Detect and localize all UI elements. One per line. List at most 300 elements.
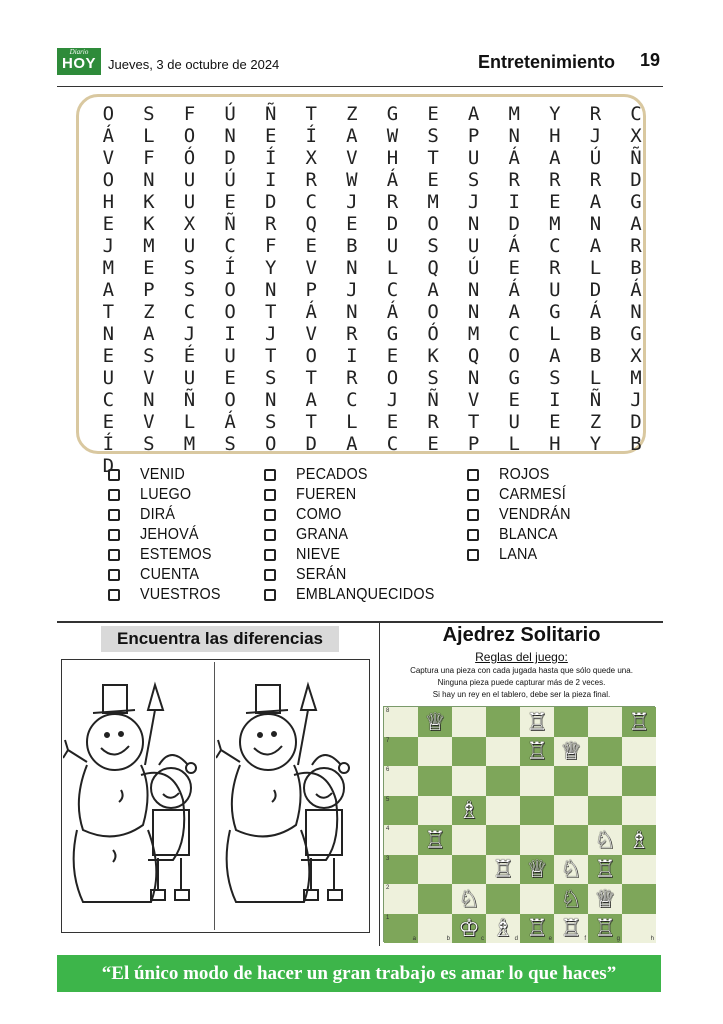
white-rook-icon: ♖	[560, 914, 582, 943]
rank-label: 8	[386, 708, 390, 714]
word-list-item	[467, 485, 579, 505]
word-search-letter: C	[386, 433, 399, 455]
word-search-letter: O	[183, 125, 196, 147]
word-search-letter: M	[549, 213, 561, 235]
word-search-letter: L	[549, 323, 561, 345]
white-knight-icon: ♘	[458, 884, 480, 913]
word-search-letter: R	[549, 257, 561, 279]
word-search-letter: Q	[427, 257, 439, 279]
word-search-letter: E	[549, 411, 561, 433]
word-search-letter: N	[143, 169, 155, 191]
chess-square-c7	[452, 737, 486, 767]
chess-square-d5	[486, 796, 520, 826]
word-search-letter: F	[143, 147, 155, 169]
chess-square-f2	[554, 884, 588, 914]
word-list-label: JEHOVÁ	[140, 526, 199, 543]
chess-square-h8	[622, 707, 656, 737]
word-search-letter: A	[630, 213, 642, 235]
word-search-letter: U	[508, 411, 520, 433]
checkbox-icon	[467, 469, 479, 481]
word-search-letter: Q	[305, 213, 317, 235]
word-search-letter: C	[305, 191, 317, 213]
word-search-letter: Ú	[224, 103, 236, 125]
word-search-letter: U	[183, 367, 196, 389]
word-list-label: LUEGO	[140, 486, 192, 503]
word-search-letter: A	[305, 389, 317, 411]
word-list-label: SERÁN	[296, 566, 347, 583]
word-search-letter: E	[427, 103, 439, 125]
word-search-letter: O	[508, 345, 520, 367]
word-search-letter: M	[467, 323, 480, 345]
word-search-letter: V	[305, 323, 317, 345]
word-search-letter: Á	[102, 125, 115, 147]
snowman-illustration-right	[216, 670, 366, 910]
chess-board	[383, 706, 655, 942]
word-search-letter: A	[589, 191, 602, 213]
word-search-letter: U	[183, 191, 196, 213]
chess-square-d7	[486, 737, 520, 767]
word-search-letter: M	[427, 191, 439, 213]
word-search-letter: Á	[589, 301, 602, 323]
word-search-letter: N	[143, 389, 155, 411]
white-knight-icon: ♘	[594, 825, 616, 854]
chess-square-b1	[418, 914, 452, 944]
word-search-letter: V	[467, 389, 480, 411]
page-number: 19	[640, 50, 661, 70]
rank-label: 5	[386, 796, 390, 803]
word-list-item	[264, 525, 450, 545]
word-search-letter: X	[183, 213, 196, 235]
word-search-letter: G	[630, 323, 642, 345]
white-rook-icon: ♖	[492, 855, 514, 884]
chess-rule-2: Ninguna pieza puede capturar más de 2 veces.	[437, 678, 606, 687]
word-search-letter: Y	[549, 103, 561, 125]
word-search-letter: E	[224, 191, 236, 213]
white-rook-icon: ♖	[526, 737, 548, 766]
word-search-letter: D	[508, 213, 520, 235]
word-search-letter: Ñ	[630, 147, 642, 169]
word-search-letter: V	[102, 147, 115, 169]
word-search-letter: H	[549, 433, 561, 455]
word-search-letter: U	[467, 235, 480, 257]
word-search-letter: Í	[264, 147, 277, 169]
checkbox-icon	[108, 529, 120, 541]
word-search-letter: L	[589, 367, 602, 389]
quote-banner: “El único modo de hacer un gran trabajo es amar lo que haces”	[57, 955, 661, 992]
word-search-letter: Á	[224, 411, 236, 433]
checkbox-icon	[108, 589, 120, 601]
word-search-letter: U	[467, 147, 480, 169]
chess-square-f8	[554, 707, 588, 737]
chess-square-e4	[520, 825, 554, 855]
word-search-letter: Ñ	[224, 213, 236, 235]
word-search-letter: N	[467, 301, 480, 323]
word-search-letter: L	[143, 125, 155, 147]
word-search-letter: T	[305, 367, 317, 389]
white-queen-icon: ♕	[560, 737, 582, 766]
chess-square-h3	[622, 855, 656, 885]
chess-square-d2	[486, 884, 520, 914]
word-search-letter: Y	[264, 257, 277, 279]
word-list-label: BLANCA	[499, 526, 558, 543]
word-search-letter: R	[305, 169, 317, 191]
word-search-letter: O	[427, 301, 439, 323]
chess-square-a6	[384, 766, 418, 796]
word-list-label: ESTEMOS	[140, 546, 212, 563]
word-search-letter: O	[386, 367, 399, 389]
word-search-letter: L	[183, 411, 196, 433]
word-list-column-3	[467, 465, 579, 565]
checkbox-icon	[264, 469, 276, 481]
word-search-letter: I	[264, 169, 277, 191]
word-search-letter: N	[224, 125, 236, 147]
word-search-letter: U	[549, 279, 561, 301]
word-search-letter: T	[305, 103, 317, 125]
word-search-letter: D	[102, 455, 115, 477]
word-search-letter: E	[427, 433, 439, 455]
word-list-label: VENID	[140, 466, 185, 483]
word-search-letter: E	[386, 411, 399, 433]
word-search-letter: E	[508, 257, 520, 279]
chess-square-d4	[486, 825, 520, 855]
word-search-letter: M	[630, 367, 642, 389]
word-search-letter: J	[467, 191, 480, 213]
chess-square-h1	[622, 914, 656, 944]
word-list-label: GRANA	[296, 526, 349, 543]
word-search-letter: R	[264, 213, 277, 235]
chess-square-e2	[520, 884, 554, 914]
word-search-letter: Í	[305, 125, 317, 147]
word-list-item	[264, 505, 450, 525]
word-list-label: DIRÁ	[140, 506, 176, 523]
word-search-letter: F	[183, 103, 196, 125]
chess-square-a1	[384, 914, 418, 944]
file-label: e	[548, 936, 552, 942]
white-bishop-icon: ♗	[628, 825, 650, 854]
chess-square-d8	[486, 707, 520, 737]
word-search-letter: Á	[508, 147, 520, 169]
word-search-letter: M	[508, 103, 520, 125]
chess-square-d1	[486, 914, 520, 944]
chess-rule-1: Captura una pieza con cada jugada hasta que sólo quede una.	[410, 666, 633, 675]
word-search-letter: Í	[224, 257, 236, 279]
word-list-item	[467, 525, 579, 545]
word-search-letter: L	[508, 433, 520, 455]
word-search-letter: N	[346, 301, 358, 323]
word-search-letter: R	[346, 367, 358, 389]
word-search-letter: N	[264, 389, 277, 411]
chess-square-h4	[622, 825, 656, 855]
word-search-letter: Z	[346, 103, 358, 125]
word-search-letter: B	[346, 235, 358, 257]
word-search-letter: D	[630, 169, 642, 191]
word-list-item	[467, 465, 579, 485]
word-search-letter: Á	[508, 279, 520, 301]
word-search-letter: G	[508, 367, 520, 389]
header-divider	[57, 86, 663, 87]
word-search-letter: T	[264, 301, 277, 323]
word-search-letter: N	[264, 279, 277, 301]
checkbox-icon	[108, 549, 120, 561]
word-search-letter: E	[427, 169, 439, 191]
word-search-letter: A	[589, 235, 602, 257]
word-search-letter: A	[549, 147, 561, 169]
chess-rule-3: Si hay un rey en el tablero, debe ser la pieza final.	[432, 690, 611, 699]
word-search-letter: Ú	[589, 147, 602, 169]
word-search-letter: E	[549, 191, 561, 213]
word-search-letter: N	[346, 257, 358, 279]
word-search-letter: T	[467, 411, 480, 433]
word-search-letter: A	[346, 125, 358, 147]
word-search-letter: U	[386, 235, 399, 257]
chess-square-a4	[384, 825, 418, 855]
chess-square-c3	[452, 855, 486, 885]
word-search-letter: C	[183, 301, 196, 323]
word-search-letter: P	[467, 433, 480, 455]
chess-square-c4	[452, 825, 486, 855]
word-search-letter: S	[549, 367, 561, 389]
word-search-letter: Ñ	[183, 389, 196, 411]
chess-square-c6	[452, 766, 486, 796]
word-search-letter: Ñ	[264, 103, 277, 125]
word-search-letter: Ú	[224, 169, 236, 191]
word-list-label: VUESTROS	[140, 586, 221, 603]
word-search-letter: G	[549, 301, 561, 323]
word-search-letter: G	[386, 103, 399, 125]
word-search-letter: E	[102, 411, 115, 433]
word-list-item	[264, 465, 450, 485]
chess-square-e5	[520, 796, 554, 826]
word-search-letter: Á	[630, 279, 642, 301]
word-list-label: CUENTA	[140, 566, 200, 583]
chess-square-h7	[622, 737, 656, 767]
chess-square-g6	[588, 766, 622, 796]
word-list-label: COMO	[296, 506, 342, 523]
file-label: b	[446, 936, 450, 942]
word-search-letter: K	[143, 191, 155, 213]
logo-big-text: HOY	[61, 55, 96, 72]
word-search-grid	[88, 103, 656, 477]
word-search-letter: E	[264, 125, 277, 147]
word-search-letter: S	[427, 235, 439, 257]
word-search-letter: R	[589, 103, 602, 125]
word-search-letter: A	[346, 433, 358, 455]
word-search-letter: D	[630, 411, 642, 433]
chess-square-e7	[520, 737, 554, 767]
word-search-letter: C	[508, 323, 520, 345]
word-search-letter: M	[143, 235, 155, 257]
chess-square-b2	[418, 884, 452, 914]
word-search-letter: Ú	[467, 257, 480, 279]
word-search-letter: E	[224, 367, 236, 389]
differences-split-line	[214, 662, 215, 930]
word-search-letter: Á	[386, 169, 399, 191]
word-search-letter: E	[102, 345, 115, 367]
word-search-letter: R	[508, 169, 520, 191]
word-search-letter: B	[630, 433, 642, 455]
white-knight-icon: ♘	[560, 884, 582, 913]
word-list-item	[467, 545, 579, 565]
word-list-item	[108, 525, 230, 545]
chess-square-g7	[588, 737, 622, 767]
word-search-letter: E	[386, 345, 399, 367]
chess-rules-title: Reglas del juego:	[475, 650, 568, 664]
word-search-letter: É	[183, 345, 196, 367]
white-rook-icon: ♖	[526, 914, 548, 943]
word-search-letter: Ó	[183, 147, 196, 169]
word-search-letter: C	[549, 235, 561, 257]
snowman-illustration-left	[63, 670, 213, 910]
chess-square-a2	[384, 884, 418, 914]
word-search-letter: J	[346, 279, 358, 301]
chess-square-g4	[588, 825, 622, 855]
chess-square-f1	[554, 914, 588, 944]
word-search-letter: C	[346, 389, 358, 411]
word-list-item	[108, 485, 230, 505]
checkbox-icon	[467, 549, 479, 561]
rank-label: 3	[386, 855, 390, 862]
word-search-letter: C	[386, 279, 399, 301]
word-search-letter: P	[143, 279, 155, 301]
word-search-letter: S	[264, 411, 277, 433]
chess-square-a8	[384, 707, 418, 737]
newspaper-logo	[57, 48, 101, 75]
word-search-letter: O	[102, 103, 115, 125]
chess-square-c2	[452, 884, 486, 914]
chess-square-a3	[384, 855, 418, 885]
file-label: f	[584, 936, 586, 942]
word-list-label: CARMESÍ	[499, 486, 566, 503]
checkbox-icon	[264, 549, 276, 561]
word-search-letter: X	[305, 147, 317, 169]
word-search-letter: O	[224, 301, 236, 323]
word-search-letter: T	[427, 147, 439, 169]
word-search-letter: X	[630, 125, 642, 147]
word-search-letter: V	[143, 411, 155, 433]
word-search-letter: U	[102, 367, 115, 389]
white-rook-icon: ♖	[594, 855, 616, 884]
word-search-letter: J	[589, 125, 602, 147]
word-search-letter: C	[630, 103, 642, 125]
word-search-letter: B	[630, 257, 642, 279]
white-rook-icon: ♖	[628, 707, 650, 736]
word-search-letter: Ó	[427, 323, 439, 345]
chess-square-g3	[588, 855, 622, 885]
word-search-letter: A	[508, 301, 520, 323]
word-search-letter: O	[224, 389, 236, 411]
word-search-letter: D	[224, 147, 236, 169]
word-list-label: VENDRÁN	[499, 506, 571, 523]
word-search-letter: N	[589, 213, 602, 235]
chess-square-e8	[520, 707, 554, 737]
white-queen-icon: ♕	[594, 884, 616, 913]
word-search-letter: O	[224, 279, 236, 301]
word-search-letter: H	[102, 191, 115, 213]
word-search-letter: J	[630, 389, 642, 411]
white-bishop-icon: ♗	[458, 796, 480, 825]
word-list-item	[467, 505, 579, 525]
chess-square-f7	[554, 737, 588, 767]
word-list-label: FUEREN	[296, 486, 357, 503]
chess-square-b5	[418, 796, 452, 826]
checkbox-icon	[264, 569, 276, 581]
word-list-item	[264, 565, 450, 585]
word-search-letter: Á	[386, 301, 399, 323]
chess-square-c8	[452, 707, 486, 737]
word-search-letter: S	[143, 103, 155, 125]
chess-square-h2	[622, 884, 656, 914]
word-search-letter: T	[305, 411, 317, 433]
chess-square-d6	[486, 766, 520, 796]
word-search-letter: A	[467, 103, 480, 125]
word-search-letter: O	[305, 345, 317, 367]
word-search-letter: S	[427, 125, 439, 147]
rank-label: 7	[386, 737, 390, 744]
word-search-letter: S	[224, 433, 236, 455]
word-search-letter: S	[427, 367, 439, 389]
word-search-letter: E	[143, 257, 155, 279]
word-list-label: NIEVE	[296, 546, 341, 563]
word-search-letter: W	[386, 125, 399, 147]
word-list-item	[108, 585, 230, 605]
word-search-letter: A	[102, 279, 115, 301]
word-search-letter: Z	[143, 301, 155, 323]
word-search-letter: O	[427, 213, 439, 235]
chess-square-e3	[520, 855, 554, 885]
chess-square-f3	[554, 855, 588, 885]
word-search-letter: Q	[467, 345, 480, 367]
file-label: h	[650, 936, 654, 942]
word-search-letter: H	[549, 125, 561, 147]
word-list-label: PECADOS	[296, 466, 368, 483]
chess-square-f6	[554, 766, 588, 796]
white-queen-icon: ♕	[424, 707, 446, 736]
word-list-column-1	[108, 465, 230, 605]
word-search-letter: Á	[305, 301, 317, 323]
word-search-letter: P	[467, 125, 480, 147]
checkbox-icon	[264, 489, 276, 501]
word-search-letter: N	[467, 279, 480, 301]
word-search-letter: K	[143, 213, 155, 235]
word-search-letter: D	[264, 191, 277, 213]
word-search-letter: I	[346, 345, 358, 367]
word-search-letter: U	[183, 235, 196, 257]
word-search-letter: H	[386, 147, 399, 169]
word-list-label: ROJOS	[499, 466, 550, 483]
file-label: a	[412, 936, 416, 942]
checkbox-icon	[467, 529, 479, 541]
word-list-item	[108, 465, 230, 485]
word-list-label: LANA	[499, 546, 538, 563]
word-search-letter: E	[346, 213, 358, 235]
word-search-letter: G	[386, 323, 399, 345]
chess-square-b7	[418, 737, 452, 767]
word-search-letter: S	[183, 279, 196, 301]
chess-square-g5	[588, 796, 622, 826]
word-search-letter: M	[183, 433, 196, 455]
rank-label: 2	[386, 885, 390, 891]
word-search-letter: S	[143, 345, 155, 367]
word-search-letter: R	[589, 169, 602, 191]
chess-square-h5	[622, 796, 656, 826]
word-search-letter: E	[508, 389, 520, 411]
word-search-letter: J	[386, 389, 399, 411]
word-search-letter: U	[224, 345, 236, 367]
word-search-letter: R	[346, 323, 358, 345]
word-search-letter: N	[630, 301, 642, 323]
word-search-letter: O	[102, 169, 115, 191]
word-search-letter: M	[102, 257, 115, 279]
